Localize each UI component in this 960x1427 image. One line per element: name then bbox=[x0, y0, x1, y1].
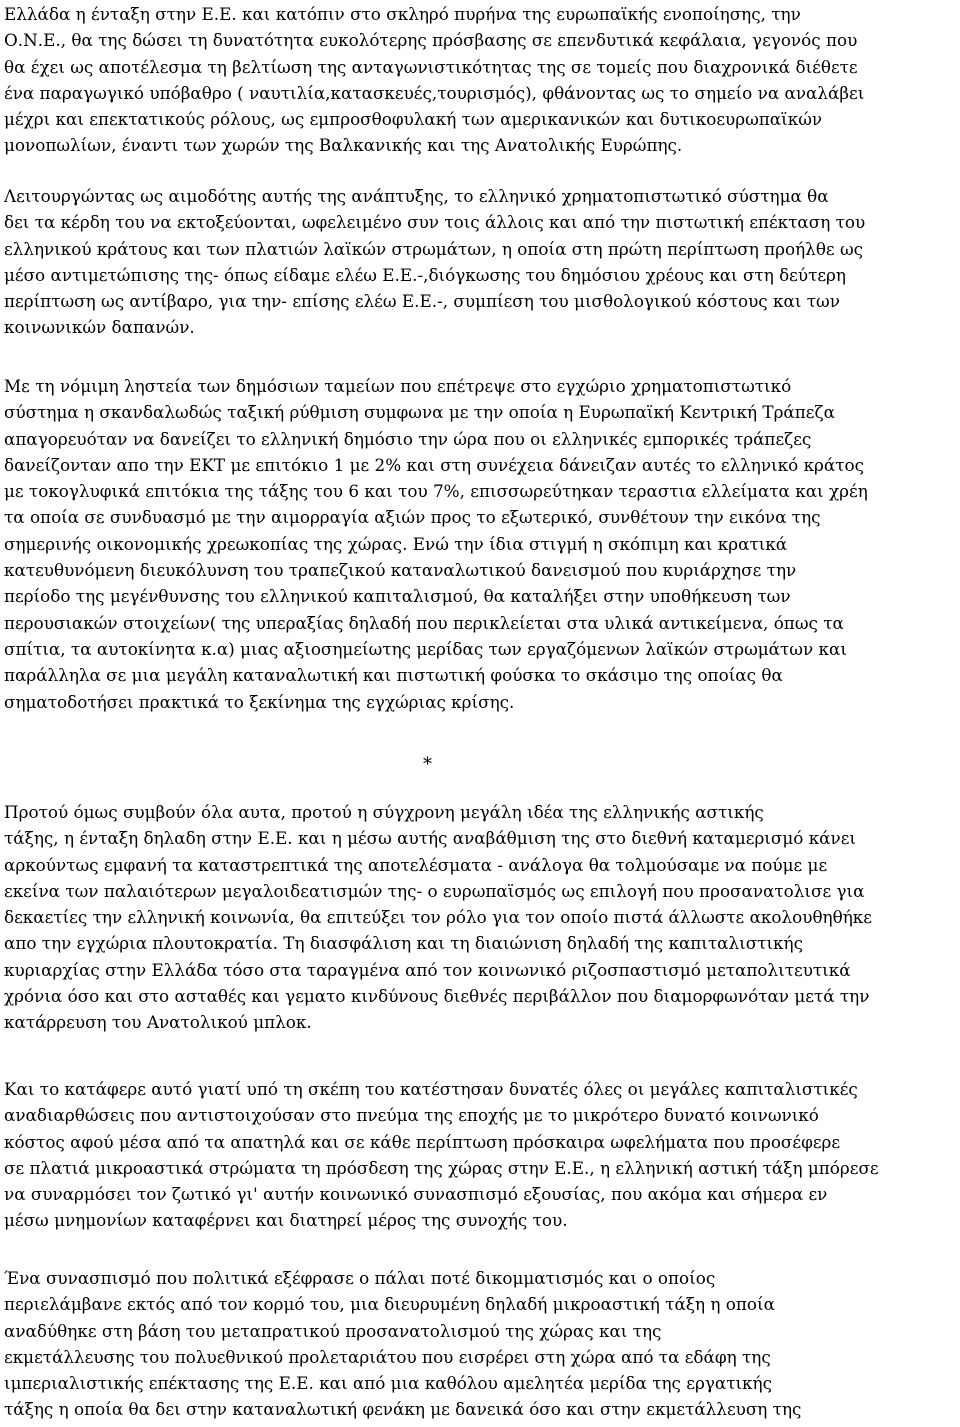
text-line: παράλληλα σε μια μεγάλη καταναλωτική και πιστωτική φούσκα το σκάσιμο της οποίας θα bbox=[4, 665, 783, 686]
text-line: Με τη νόμιμη ληστεία των δημόσιων ταμείων που επέτρεψε στο εγχώριο χρηματοπιστωτικό bbox=[4, 376, 792, 396]
text-line: μέχρι και επεκτατικούς ρόλους, ως εμπροσθοφυλακή των αμερικανικών και δυτικοευρωπαϊκών bbox=[4, 109, 823, 130]
text-line: να συναρμόσει τον ζωτικό γι' αυτήν κοινωνικό συνασπισμό εξουσίας, που ακόμα και σήμερα εν bbox=[4, 1184, 828, 1205]
paragraph-1 bbox=[4, 1, 954, 159]
text-line: τα οποία σε συνδυασμό με την αιμορραγία αξιών προς το εξωτερικό, συνθέτουν την εικόνα της bbox=[4, 507, 821, 528]
text-line: εκμετάλλευσης του πολυεθνικού προλεταριάτου που εισρέρει στη χώρα από τα εδάφη της bbox=[4, 1346, 771, 1367]
text-line: σπίτια, τα αυτοκίνητα κ.α) μιας αξιοσημείωτης μερίδας των εργαζόμενων λαϊκών στρωμάτων και bbox=[4, 638, 847, 659]
paragraph-2 bbox=[4, 183, 954, 341]
text-line: μέσο αντιμετώπισης της- όπως είδαμε ελέω Ε.Ε.-,διόγκωσης του δημόσιου χρέους και στη δεύτερη bbox=[4, 264, 846, 285]
text-line: περιελάμβανε εκτός από τον κορμό του, μια διευρυμένη δηλαδή μικροαστική τάξη η οποία bbox=[4, 1294, 775, 1315]
text-line: κόστος αφού μέσα από τα απατηλά και σε κάθε περίπτωση πρόσκαιρα ωφελήματα που προσέφερε bbox=[4, 1131, 841, 1152]
text-line: ελληνικού κράτους και των πλατιών λαϊκών στρωμάτων, η οποία στη πρώτη περίπτωση προήλθε ως bbox=[4, 238, 864, 259]
text-line: εκείνα των παλαιότερων μεγαλοιδεατισμών της- ο ευρωπαϊσμός ως επιλογή που προσανατολισε για bbox=[4, 880, 865, 901]
text-line: θα έχει ως αποτέλεσμα τη βελτίωση της ανταγωνιστικότητας της σε τομείς που διαχρονικά διέθετε bbox=[4, 56, 858, 77]
text-line: αναδύθηκε στη βάση του μεταπρατικού προσανατολισμού της χώρας και της bbox=[4, 1320, 662, 1341]
paragraph-4 bbox=[4, 799, 954, 1036]
text-line: περίπτωση ως αντίβαρο, για την- επίσης ελέω Ε.Ε.-, συμπίεση του μισθολογικού κόστους και των bbox=[4, 291, 840, 312]
text-line: ένα παραγωγικό υπόβαθρο ( ναυτιλία,κατασκευές,τουρισμός), φθάνοντας ως το σημείο να αναλάβει bbox=[4, 82, 865, 103]
text-line: σε πλατιά μικροαστικά στρώματα τη πρόσδεση της χώρας στην Ε.Ε., η ελληνική αστική τάξη μπόρεσε bbox=[4, 1157, 879, 1178]
paragraph-3 bbox=[4, 373, 954, 715]
text-line: χρόνια όσο και στο ασταθές και γεματο κινδύνους διεθνές περιβάλλον που διαμορφωνόταν μετά την bbox=[4, 986, 870, 1007]
text-line: κοινωνικών δαπανών. bbox=[4, 317, 195, 338]
text-line: σύστημα η σκανδαλωδώς ταξική ρύθμιση συμφωνα με την οποία η Ευρωπαϊκή Κεντρική Τράπεζα bbox=[4, 402, 835, 423]
text-line: Λειτουργώντας ως αιμοδότης αυτής της ανάπτυξης, το ελληνικό χρηματοπιστωτικό σύστημα θα bbox=[4, 186, 829, 206]
text-line: αναδιαρθώσεις που αντιστοιχούσαν στο πνεύμα της εποχής με το μικρότερο δυνατό κοινωνικό bbox=[4, 1105, 819, 1126]
text-line: με τοκογλυφικά επιτόκια της τάξης του 6 και του 7%, επισσωρεύτηκαν τεραστια ελλείματα και χρέη bbox=[4, 481, 868, 502]
section-separator: * bbox=[423, 754, 432, 775]
text-line: Ελλάδα η ένταξη στην Ε.Ε. και κατόπιν στο σκληρό πυρήνα της ευρωπαϊκής ενοποίησης, την bbox=[4, 4, 801, 24]
text-line: δανείζονταν απο την ΕΚΤ με επιτόκιο 1 με 2% και στη συνέχεια δάνειζαν αυτές το ελληνικό κράτος bbox=[4, 454, 865, 475]
text-line: αρκούντως εμφανή τα καταστρεπτικά της αποτελέσματα - ανάλογα θα τολμούσαμε να πούμε με bbox=[4, 854, 828, 875]
text-line: σημερινής οικονομικής χρεωκοπίας της χώρας. Ενώ την ίδια στιγμή η σκόπιμη και κρατικά bbox=[4, 533, 788, 554]
paragraph-5 bbox=[4, 1076, 954, 1234]
text-line: τάξης η οποία θα δει στην καταναλωτική φενάκη με δανεικά όσο και στην εκμετάλλευση της bbox=[4, 1399, 802, 1420]
text-line: ιμπεριαλιστικής επέκτασης της Ε.Ε. και από μια καθόλου αμελητέα μερίδα της εργατικής bbox=[4, 1373, 772, 1394]
text-line: τάξης, η ένταξη δηλαδη στην Ε.Ε. και η μέσω αυτής αναβάθμιση της στο διεθνή καταμερισμό κάνει bbox=[4, 828, 856, 849]
text-line: Προτού όμως συμβούν όλα αυτα, προτού η σύγχρονη μεγάλη ιδέα της ελληνικής αστικής bbox=[4, 802, 764, 822]
paragraph-6 bbox=[4, 1265, 954, 1423]
text-line: κατευθυνόμενη διευκόλυνση του τραπεζικού καταναλωτικού δανεισμού που κυριάρχησε την bbox=[4, 560, 797, 581]
text-line: μέσω μνημονίων καταφέρνει και διατηρεί μέρος της συνοχής του. bbox=[4, 1210, 568, 1231]
text-line: κατάρρευση του Ανατολικού μπλοκ. bbox=[4, 1012, 312, 1033]
text-line: περίοδο της μεγένθυνσης του ελληνικού καπιταλισμού, θα καταλήξει στην υποθήκευση των bbox=[4, 586, 791, 607]
text-line: απαγορευόταν να δανείζει το ελληνική δημόσιο την ώρα που οι ελληνικές εμπορικές τράπεζες bbox=[4, 428, 812, 449]
text-line: Ο.Ν.Ε., θα της δώσει τη δυνατότητα ευκολότερης πρόσβασης σε επενδυτικά κεφάλαια, γεγονός που bbox=[4, 30, 858, 51]
text-line: απο την εγχώρια πλουτοκρατία. Τη διασφάλιση και τη διαιώνιση δηλαδή της καπιταλιστικής bbox=[4, 933, 803, 954]
text-line: δεκαετίες την ελληνική κοινωνία, θα επιτεύξει τον ρόλο για τον οποίο πιστά άλλωστε ακολουθηθήκε bbox=[4, 907, 872, 928]
text-line: Και το κατάφερε αυτό γιατί υπό τη σκέπη του κατέστησαν δυνατές όλες οι μεγάλες καπιταλιστικές bbox=[4, 1079, 858, 1099]
text-line: Ένα συνασπισμό που πολιτικά εξέφρασε ο πάλαι ποτέ δικομματισμός και ο οποίος bbox=[4, 1268, 716, 1288]
text-line: κυριαρχίας στην Ελλάδα τόσο στα ταραγμένα από τον κοινωνικό ριζοσπαστισμό μεταπολιτευτικά bbox=[4, 959, 851, 980]
text-line: σηματοδοτήσει πρακτικά το ξεκίνημα της εγχώριας κρίσης. bbox=[4, 691, 515, 712]
text-line: περουσιακών στοιχείων( της υπεραξίας δηλαδή που περικλείεται στα υλικά αντικείμενα, όπως τα bbox=[4, 612, 844, 633]
text-line: μονοπωλίων, έναντι των χωρών της Βαλκανικής και της Ανατολικής Ευρώπης. bbox=[4, 135, 683, 156]
text-line: δει τα κέρδη του να εκτοξεύονται, ωφελειμένο συν τοις άλλοις και από την πιστωτική επέκταση του bbox=[4, 212, 866, 233]
